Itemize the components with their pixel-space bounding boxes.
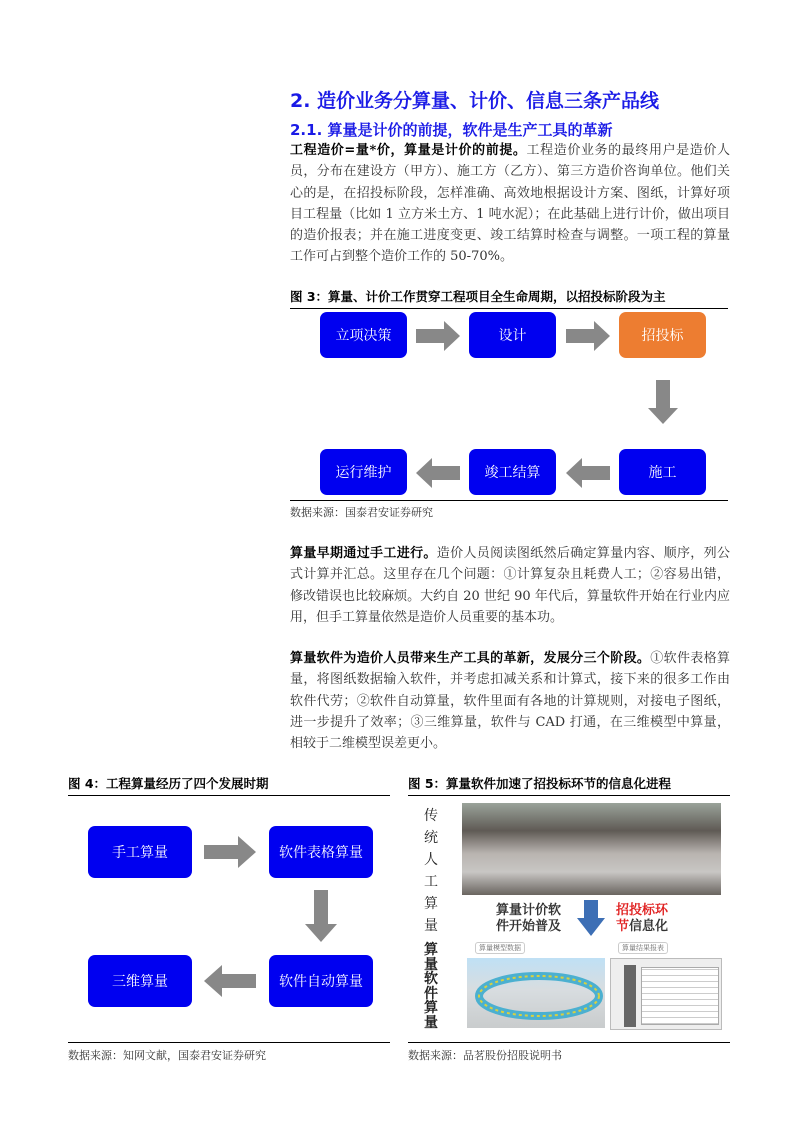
figure-3-title: 图 3：算量、计价工作贯穿工程项目全生命周期，以招投标阶段为主: [290, 287, 728, 309]
paragraph-1: [290, 140, 730, 268]
flow-box: 运行维护: [320, 449, 407, 495]
divider: [68, 1042, 390, 1043]
stage-box: 软件自动算量: [269, 955, 373, 1007]
stage-box: 软件表格算量: [269, 826, 373, 878]
3d-model-image: [467, 958, 605, 1028]
black-text: 信息化: [629, 919, 669, 934]
arrow-right-icon: [566, 321, 610, 351]
figure-4-source: 数据来源：知网文献，国泰君安证券研究: [68, 1049, 266, 1062]
arrow-down-icon: [648, 380, 678, 424]
flow-box: 施工: [619, 449, 706, 495]
label-traditional: 传统人工算量: [424, 808, 438, 934]
software-adoption-label: 算量计价软件开始普及: [496, 903, 562, 934]
para-text: 造价人员阅读图纸然后确定算量内容、顺序，列公式计算并汇总。这里存在几个问题：①计算复杂且耗费人工；②容易出错，修改错误也比较麻烦。大约自 20 世纪 90 年代后，算量软件开始在行业内应用，但手工算量依然是造价人员重要的基本功。: [290, 546, 730, 625]
stadium-model-icon: [467, 958, 605, 1028]
arrow-down-icon: [305, 890, 337, 942]
tag-report: 算量结果报表: [618, 942, 668, 954]
arrow-down-icon: [577, 900, 605, 936]
label-software: 算量软件算量: [424, 942, 438, 1031]
figure-5-title: 图 5：算量软件加速了招投标环节的信息化进程: [408, 774, 730, 796]
divider: [290, 500, 728, 501]
flow-box: 竣工结算: [469, 449, 556, 495]
paragraph-2: [290, 543, 730, 628]
report-screenshot: [610, 958, 722, 1030]
para-text: ①软件表格算量，将图纸数据输入软件，并考虑扣减关系和计算式，接下来的很多工作由软件代劳；②软件自动算量，软件里面有各地的计算规则，对接电子图纸，进一步提升了效率；③三维算量，软件与 CAD 打通，在三维模型中算量，相较于二维模型误差更小。: [290, 651, 730, 752]
section-heading: 2. 造价业务分算量、计价、信息三条产品线: [290, 90, 660, 112]
para-lead: 算量早期通过手工进行。: [290, 546, 437, 561]
divider: [408, 1042, 730, 1043]
arrow-right-icon: [416, 321, 460, 351]
flow-box: 立项决策: [320, 312, 407, 358]
stage-box: 手工算量: [88, 826, 192, 878]
para-text: 工程造价业务的最终用户是造价人员，分布在建设方（甲方）、施工方（乙方）、第三方造价咨询单位。他们关心的是，在招投标阶段，怎样准确、高效地根据设计方案、图纸，计算好项目工程量（比如 1 立方米土方、1 吨水泥）；在此基础上进行计价，做出项目的造价报表；并在施工进度变更、竣工结算时检查与调整。一项工程的算量工作可占到整个造价工作的 50-70%。: [290, 143, 730, 265]
red-text: 节: [616, 919, 630, 934]
red-text: 招投标环: [616, 903, 669, 918]
figure-5-source: 数据来源：品茗股份招股说明书: [408, 1049, 562, 1062]
arrow-left-icon: [566, 458, 610, 488]
subsection-heading: 2.1. 算量是计价的前提，软件是生产工具的革新: [290, 121, 613, 139]
bidding-info-label: [616, 903, 676, 935]
tag-model: 算量模型数据: [475, 942, 525, 954]
arrow-right-icon: [204, 836, 256, 868]
arrow-left-icon: [416, 458, 460, 488]
flow-box-highlight: 招投标: [619, 312, 706, 358]
paragraph-3: [290, 648, 730, 754]
para-lead: 算量软件为造价人员带来生产工具的革新，发展分三个阶段。: [290, 651, 651, 666]
figure-4-title: 图 4：工程算量经历了四个发展时期: [68, 774, 390, 796]
classroom-photo: [462, 803, 721, 895]
flow-box: 设计: [469, 312, 556, 358]
figure-3-source: 数据来源：国泰君安证券研究: [290, 506, 433, 519]
stage-box: 三维算量: [88, 955, 192, 1007]
arrow-left-icon: [204, 965, 256, 997]
para-lead: 工程造价=量*价，算量是计价的前提。: [290, 143, 527, 158]
